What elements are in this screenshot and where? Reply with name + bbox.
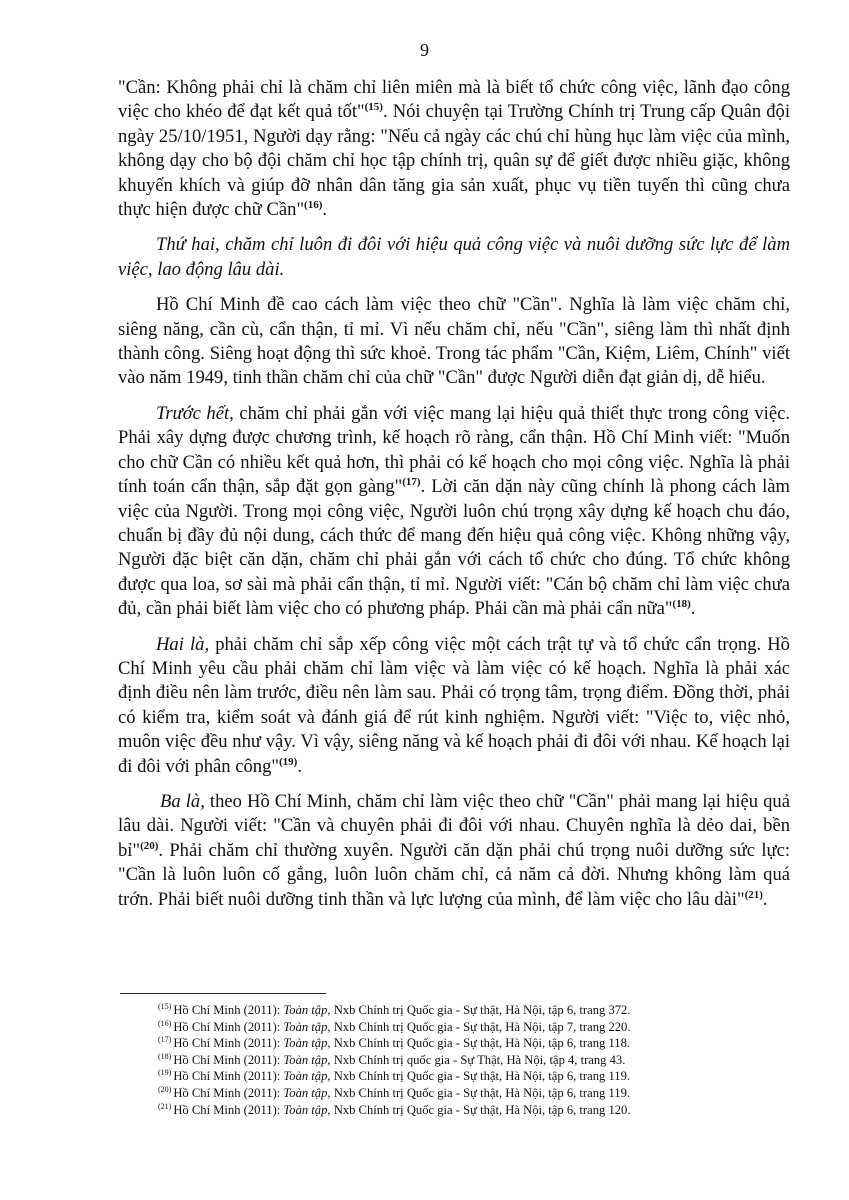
footnote-number: (16): [158, 1018, 172, 1028]
paragraph-4-lead: Trước hết,: [156, 402, 234, 424]
footnotes: [158, 1002, 788, 1118]
footnote-17: [158, 1035, 788, 1052]
footnote-18: [158, 1052, 788, 1069]
paragraph-1-text-cont: . Nói chuyện tại Trường Chính trị Trung cấp Quân đội ngày 25/10/1951, Người dạy rằng: "Nếu cả ngày các chú chỉ hùng hục làm việc của mình, không dạy cho bộ đội chăm chỉ học tập chính trị, quân sự để giết được nhiều giặc, không khuyến khích và giúp đỡ nhân dân tăng gia sản xuất, phục vụ tiền tuyến thì cũng chưa thực hiện được chữ Cần": [118, 101, 791, 221]
footnote-number: (15): [158, 1002, 172, 1011]
footnote-19: [158, 1068, 788, 1085]
footnote-number: (21): [158, 1101, 172, 1111]
paragraph-2: Thứ hai, chăm chỉ luôn đi đôi với hiệu quả công việc và nuôi dưỡng sức lực để làm việc, lao động lâu dài.: [118, 234, 790, 280]
footnote-divider: [120, 993, 326, 994]
paragraph-3: Hồ Chí Minh đề cao cách làm việc theo chữ "Cần". Nghĩa là làm việc chăm chỉ, siêng năng, cần cù, cẩn thận, tỉ mỉ. Vì nếu chăm chỉ, nếu "Cần", siêng làm thì nhất định thành công. Siêng hoạt động thì sức khoẻ. Trong tác phẩm "Cần, Kiệm, Liêm, Chính" viết vào năm 1949, tinh thần chăm chỉ của chữ "Cần" được Người diễn đạt giản dị, dễ hiểu.: [118, 294, 790, 389]
paragraph-1: [118, 76, 790, 222]
footnote-author: Hồ Chí Minh (2011):: [173, 1019, 284, 1034]
footnote-author: Hồ Chí Minh (2011):: [173, 1036, 284, 1051]
footnote-ref-15: (15): [364, 101, 383, 114]
paragraph-1-text: "Cần: Không phải chỉ là chăm chỉ liên miên mà là biết tổ chức công việc, lãnh đạo công việc cho khéo để đạt kết quả tốt": [118, 77, 790, 123]
footnote-title: Toàn tập,: [283, 1069, 331, 1084]
footnote-source: Nxb Chính trị Quốc gia - Sự thật, Hà Nội, tập 7, trang 220.: [330, 1019, 631, 1034]
paragraph-6-text: theo Hồ Chí Minh, chăm chỉ làm việc theo chữ "Cần" phải mang lại hiệu quả lâu dài. Người viết: "Cần và chuyên phải đi đôi với nhau. Chuyên nghĩa là dẻo dai, bền bỉ": [118, 790, 790, 861]
footnote-source: Nxb Chính trị Quốc gia - Sự thật, Hà Nội, tập 6, trang 119.: [330, 1069, 631, 1084]
footnote-ref-21: (21): [744, 888, 763, 901]
paragraph-6-text-cont: . Phải chăm chỉ thường xuyên. Người căn dặn phải chú trọng nuôi dưỡng sức lực: "Cần là luôn luôn cố gắng, luôn luôn chăm chỉ, cả năm cả đời. Nhưng không làm quá trớn. Phải biết nuôi dưỡng tinh thần và lực lượng của mình, để làm việc cho lâu dài": [118, 839, 790, 910]
paragraph-5-text: phải chăm chỉ sắp xếp công việc một cách trật tự và tổ chức cẩn trọng. Hồ Chí Minh yêu cầu phải chăm chỉ làm việc và làm việc có kế hoạch. Nghĩa là phải xác định điều nên làm trước, điều nên làm sau. Phải có trọng tâm, trọng điểm. Đồng thời, phải có kiểm tra, kiểm soát và đánh giá để rút kinh nghiệm. Người viết: "Việc to, việc nhỏ, muôn việc đều như vậy. Vì vậy, siêng năng và kế hoạch phải đi đôi với nhau. Kế hoạch lại đi đôi với phân công": [118, 633, 790, 777]
footnote-ref-18: (18): [672, 598, 691, 611]
footnote-title: Toàn tập,: [283, 1036, 331, 1051]
paragraph-1-end: .: [322, 199, 328, 221]
paragraph-5: [118, 633, 790, 779]
paragraph-6-lead: Ba là,: [160, 790, 205, 812]
footnote-title: Toàn tập,: [283, 1003, 331, 1017]
footnote-title: Toàn tập,: [283, 1052, 331, 1067]
footnote-source: Nxb Chính trị Quốc gia - Sự thật, Hà Nội, tập 6, trang 119.: [330, 1085, 631, 1100]
footnote-15: [158, 1002, 788, 1019]
footnote-number: (19): [158, 1068, 172, 1078]
footnote-ref-20: (20): [140, 839, 159, 852]
footnote-author: Hồ Chí Minh (2011):: [173, 1052, 284, 1067]
footnote-author: Hồ Chí Minh (2011):: [173, 1003, 284, 1017]
footnote-ref-19: (19): [279, 755, 298, 768]
footnote-ref-16: (16): [304, 199, 323, 212]
page-number: 9: [420, 40, 429, 60]
body-text: [118, 76, 790, 923]
footnote-source: Nxb Chính trị Quốc gia - Sự thật, Hà Nội, tập 6, trang 372.: [330, 1003, 631, 1017]
footnote-title: Toàn tập,: [283, 1102, 331, 1117]
paragraph-5-lead: Hai là,: [156, 633, 210, 655]
paragraph-4: [118, 402, 790, 622]
footnote-title: Toàn tập,: [283, 1085, 331, 1100]
paragraph-4-text: chăm chỉ phải gắn với việc mang lại hiệu quả thiết thực trong công việc. Phải xây dựng được chương trình, kế hoạch rõ ràng, cẩn thận. Hồ Chí Minh viết: "Muốn cho chữ Cần có nhiều kết quả hơn, thì phải có kế hoạch cho mọi công việc. Nghĩa là phải tính toán cẩn thận, sắp đặt gọn gàng": [118, 402, 791, 498]
footnote-source: Nxb Chính trị Quốc gia - Sự thật, Hà Nội, tập 6, trang 118.: [330, 1036, 631, 1051]
footnote-number: (20): [158, 1084, 172, 1094]
footnote-title: Toàn tập,: [283, 1019, 331, 1034]
paragraph-6: [118, 790, 790, 912]
footnote-20: [158, 1085, 788, 1102]
footnote-source: Nxb Chính trị Quốc gia - Sự thật, Hà Nội, tập 6, trang 120.: [330, 1102, 631, 1117]
footnote-number: (17): [158, 1035, 172, 1045]
paragraph-4-text-cont: . Lời căn dặn này cũng chính là phong cách làm việc của Người. Trong mọi công việc, Người luôn chú trọng xây dựng kế hoạch chu đáo, chuẩn bị đầy đủ nội dung, cách thức để mang đến hiệu quả công việc. Không những vậy, Người đặc biệt căn dặn, chăm chỉ phải gắn với cách tổ chức cho đúng. Tổ chức không được qua loa, sơ sài mà phải cẩn thận, tỉ mỉ. Người viết: "Cán bộ chăm chỉ làm việc chưa đủ, cần phải biết làm việc cho có phương pháp. Phải cần mà phải cẩn nữa": [118, 476, 790, 620]
footnote-author: Hồ Chí Minh (2011):: [173, 1069, 284, 1084]
footnote-16: [158, 1019, 788, 1036]
footnote-number: (18): [158, 1051, 172, 1061]
footnote-21: [158, 1102, 788, 1119]
footnote-ref-17: (17): [402, 476, 421, 489]
footnote-author: Hồ Chí Minh (2011):: [173, 1085, 284, 1100]
paragraph-6-end: .: [762, 888, 768, 910]
paragraph-4-end: .: [690, 598, 696, 620]
footnote-source: Nxb Chính trị quốc gia - Sự Thật, Hà Nội, tập 4, trang 43.: [330, 1052, 626, 1067]
footnote-author: Hồ Chí Minh (2011):: [173, 1102, 284, 1117]
paragraph-5-end: .: [297, 755, 302, 777]
